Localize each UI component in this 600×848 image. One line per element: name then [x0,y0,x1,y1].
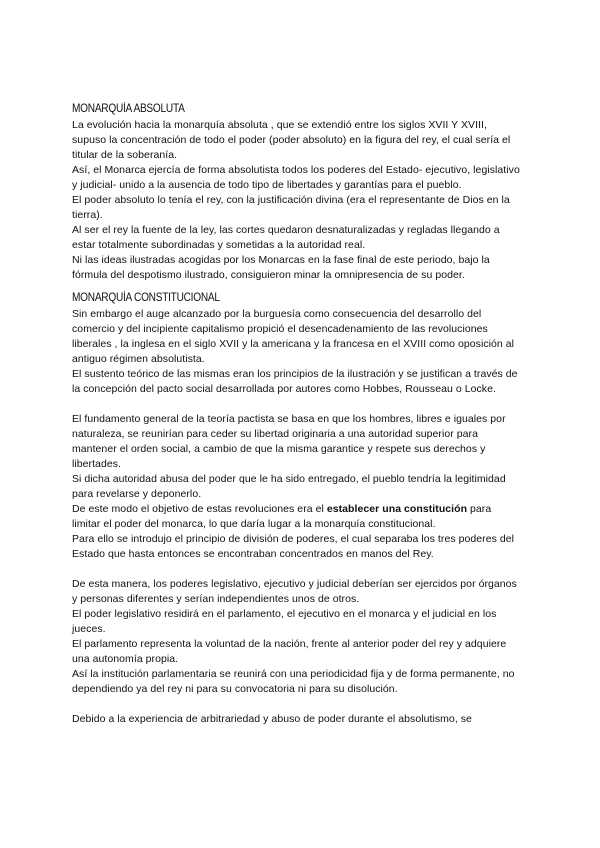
paragraph: El fundamento general de la teoría pactista se basa en que los hombres, libres e iguales por naturaleza, se reunirían para ceder su libertad originaria a una autoridad superior para mantener el orden social, a cambio de que la misma garantice y respete sus derechos y libertades. [72,413,506,470]
paragraph: El sustento teórico de las mismas eran los principios de la ilustración y se justifican a través de la concepción del pacto social desarrollada por autores como Hobbes, Rousseau o Locke. [72,368,518,395]
text: De este modo el objetivo de estas revoluciones era el [72,503,327,515]
section-title-monarquia-absoluta: MONARQUÍA ABSOLUTA [72,103,185,115]
paragraph: El parlamento representa la voluntad de la nación, frente al anterior poder del rey y adquiere una autonomía propia. [72,638,507,665]
paragraph-gap [72,397,522,412]
text: para limitar el poder del monarca, lo que daría lugar a la monarquía constitucional. [72,503,492,530]
bold-highlight: establecer una constitución [326,503,468,515]
paragraph-gap [72,562,522,577]
paragraph: El poder legislativo residirá en el parlamento, el ejecutivo en el monarca y el judicial en los jueces. [72,608,497,635]
paragraph: Para ello se introdujo el principio de división de poderes, el cual separaba los tres poderes del Estado que hasta entonces se encontraban concentrados en manos del Rey. [72,533,515,560]
paragraph: Si dicha autoridad abusa del poder que le ha sido entregado, el pueblo tendría la legitimidad para revelarse y deponerlo. [72,473,506,500]
paragraph: Así la institución parlamentaria se reunirá con una periodicidad fija y de forma permanente, no dependiendo ya del rey ni para su convocatoria ni para su disolución. [72,668,515,695]
paragraph-objective [72,502,522,532]
paragraph: Al ser el rey la fuente de la ley, las cortes quedaron desnaturalizadas y regladas llegando a estar totalmente subordinadas y sometidas a la autoridad real. [72,224,500,251]
paragraph: Ni las ideas ilustradas acogidas por los Monarcas en la fase final de este periodo, bajo la fórmula del despotismo ilustrado, consiguieron minar la omnipresencia de su poder. [72,254,490,281]
paragraph: Debido a la experiencia de arbitrariedad y abuso de poder durante el absolutismo, se [72,713,472,725]
paragraph: La evolución hacia la monarquía absoluta , que se extendió entre los siglos XVII Y XVIII, supuso la concentración de todo el poder (poder absoluto) en la figura del rey, el cual sería el titular de la soberanía. [72,119,511,161]
document-body [72,101,522,727]
paragraph-gap [72,697,522,712]
paragraph: De esta manera, los poderes legislativo, ejecutivo y judicial deberían ser ejercidos por órganos y personas diferentes y serían independientes unos de otros. [72,578,517,605]
paragraph: Así, el Monarca ejercía de forma absolutista todos los poderes del Estado- ejecutivo, legislativo y judicial- unido a la ausencia de todo tipo de libertades y garantías para el pueblo. [72,164,520,191]
paragraph: El poder absoluto lo tenía el rey, con la justificación divina (era el representante de Dios en la tierra). [72,194,510,221]
paragraph: Sin embargo el auge alcanzado por la burguesía como consecuencia del desarrollo del comercio y del incipiente capitalismo propició el desencadenamiento de las revoluciones liberales , la inglesa en el siglo XVII y la americana y la francesa en el XVIII como oposición al antiguo régimen absolutista. [72,308,515,365]
section-title-monarquia-constitucional: MONARQUÍA CONSTITUCIONAL [72,292,220,304]
